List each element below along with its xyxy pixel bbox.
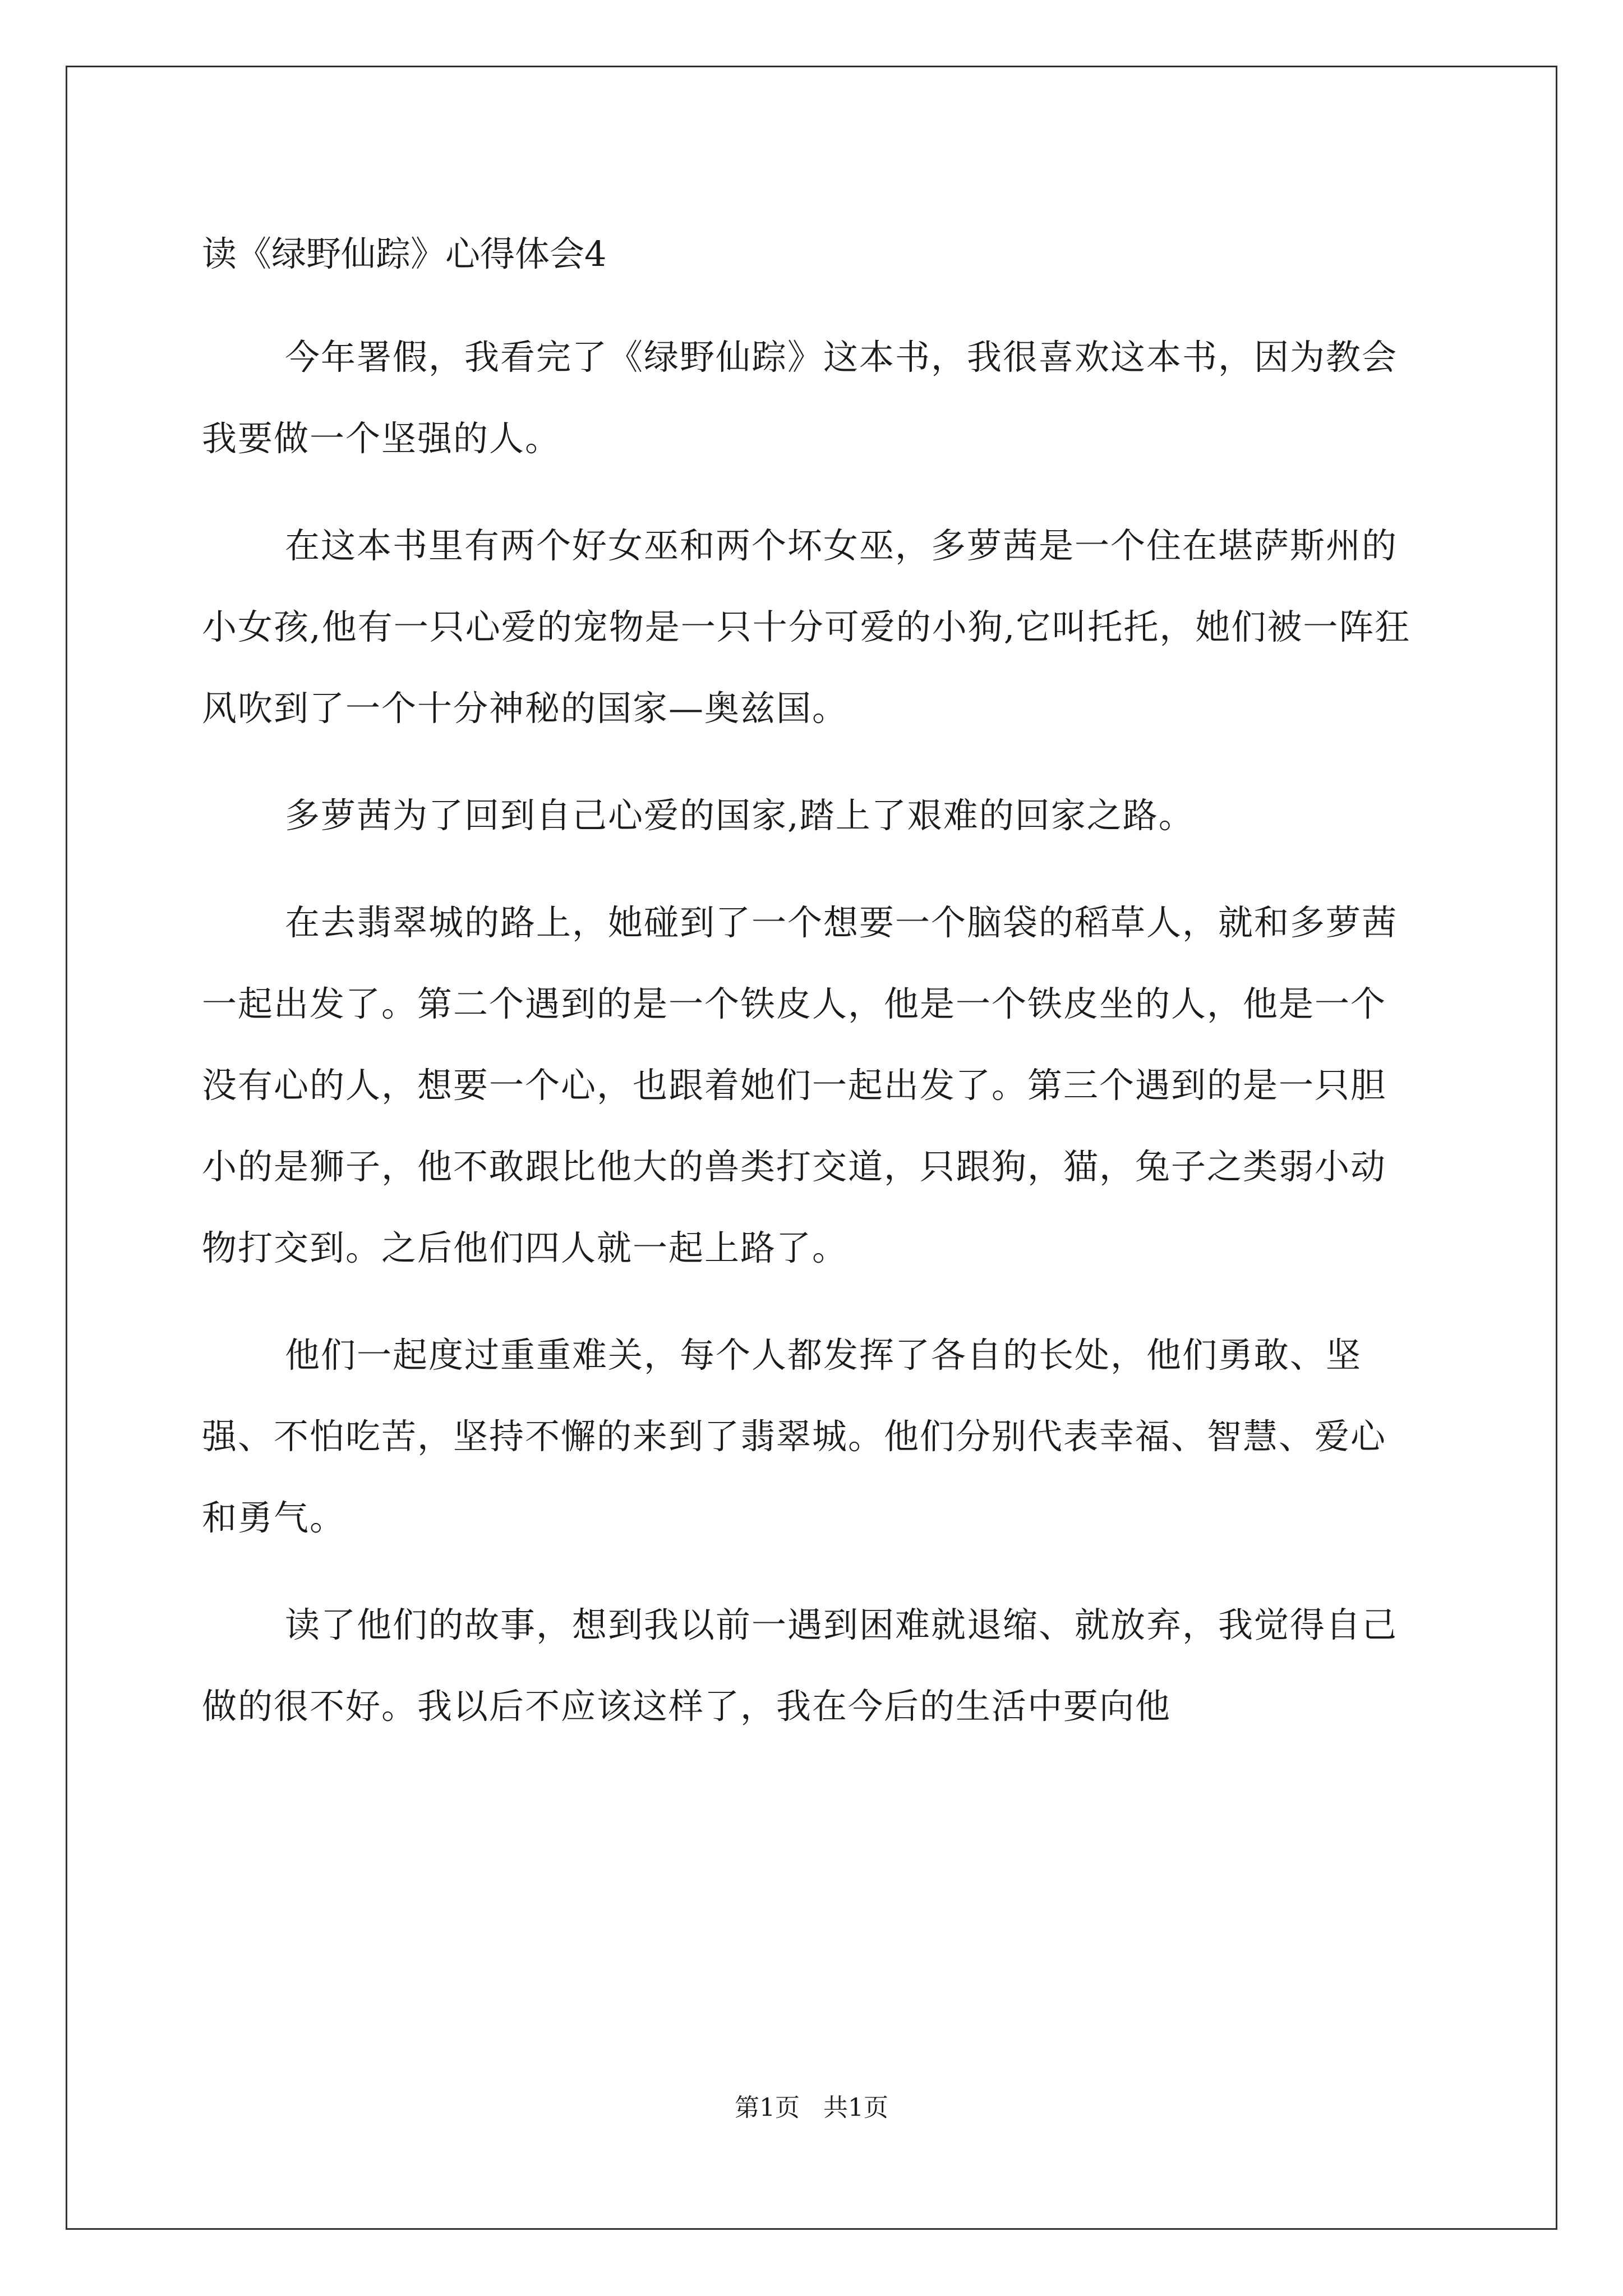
paragraph-2: 在这本书里有两个好女巫和两个坏女巫，多萝茜是一个住在堪萨斯州的小女孩,他有一只心爱的宠物是一只十分可爱的小狗,它叫托托，她们被一阵狂风吹到了一个十分神秘的国家—奥兹国。 (202, 525, 1411, 729)
paragraph-6: 读了他们的故事，想到我以前一遇到困难就退缩、就放弃，我觉得自己做的很不好。我以后不应该这样了，我在今后的生活中要向他 (202, 1604, 1398, 1727)
document-body (202, 218, 1413, 1773)
paragraph-5: 他们一起度过重重难关，每个人都发挥了各自的长处，他们勇敢、坚强、不怕吃苦，坚持不懈的来到了翡翠城。他们分别代表幸福、智慧、爱心和勇气。 (202, 1335, 1387, 1538)
document-title: 读《绿野仙踪》心得体会4 (202, 233, 607, 274)
paragraph-4: 在去翡翠城的路上，她碰到了一个想要一个脑袋的稻草人，就和多萝茜一起出发了。第二个遇到的是一个铁皮人，他是一个铁皮坐的人，他是一个没有心的人，想要一个心，也跟着她们一起出发了。第三个遇到的是一只胆小的是狮子，他不敢跟比他大的兽类打交道，只跟狗，猫，兔子之类弱小动物打交到。之后他们四人就一起上路了。 (202, 902, 1398, 1268)
paragraph-3: 多萝茜为了回到自己心爱的国家,踏上了艰难的回家之路。 (285, 795, 1195, 836)
page-number-footer: 第1页 共1页 (735, 2093, 888, 2122)
paragraph-1: 今年署假，我看完了《绿野仙踪》这本书，我很喜欢这本书，因为教会我要做一个坚强的人。 (202, 337, 1398, 459)
